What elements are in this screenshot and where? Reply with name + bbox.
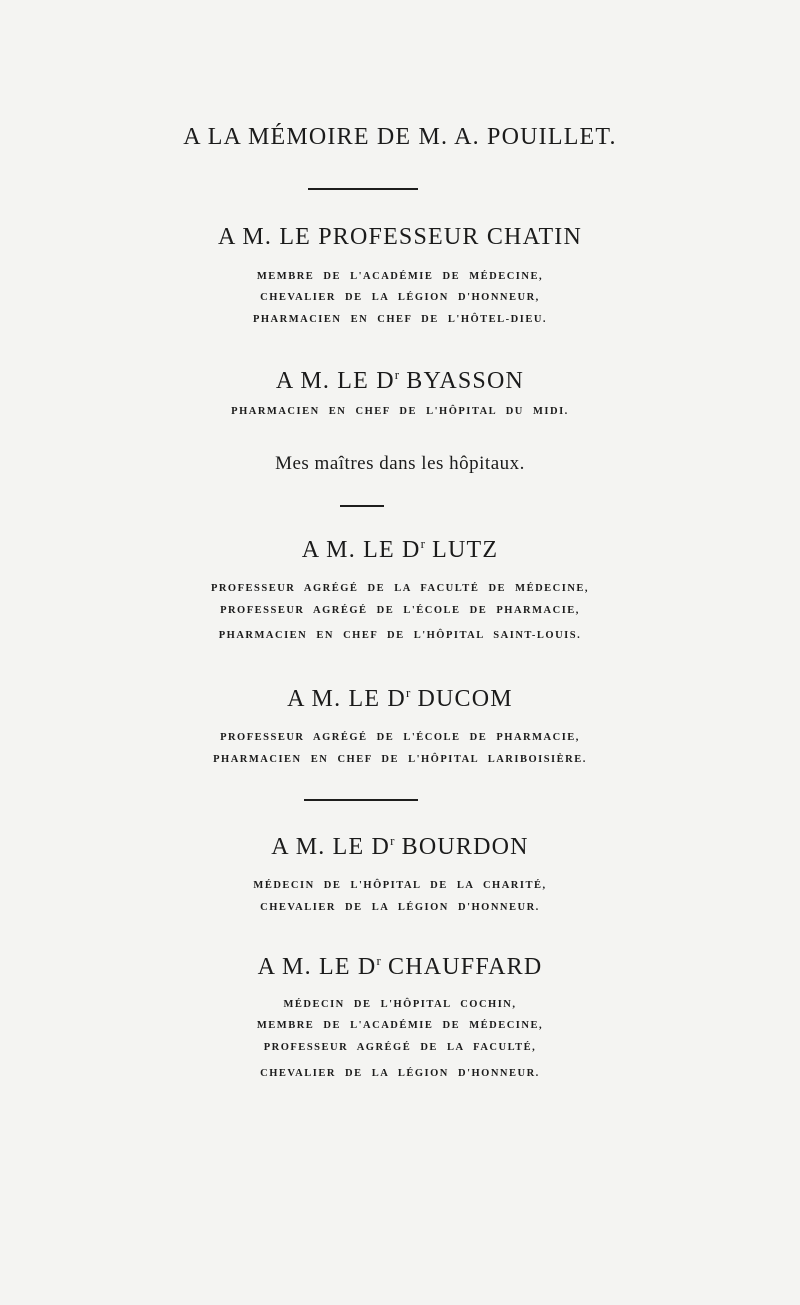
memorial-title: A LA MÉMOIRE DE M. A. POUILLET.	[183, 124, 617, 150]
lutz-line-2: PROFESSEUR AGRÉGÉ DE L'ÉCOLE DE PHARMACIE,	[220, 605, 580, 616]
heading-superscript: r	[376, 953, 381, 968]
heading-superscript: r	[420, 536, 425, 551]
dedication-line: Mes maîtres dans les hôpitaux.	[275, 453, 525, 474]
heading-prefix: A M. LE D	[287, 686, 406, 712]
heading-prefix: A M. LE D	[257, 954, 377, 980]
heading-bourdon	[0, 833, 800, 861]
separator-rule-middle	[304, 799, 418, 801]
chatin-line-2: CHEVALIER DE LA LÉGION D'HONNEUR,	[260, 292, 540, 303]
heading-ducom	[0, 685, 800, 713]
chauffard-line-4: CHEVALIER DE LA LÉGION D'HONNEUR.	[260, 1068, 540, 1079]
heading-superscript: r	[394, 367, 400, 382]
bourdon-line-1: MÉDECIN DE L'HÔPITAL DE LA CHARITÉ,	[253, 880, 547, 891]
lutz-line-1: PROFESSEUR AGRÉGÉ DE LA FACULTÉ DE MÉDECINE,	[210, 583, 590, 594]
separator-rule-short	[340, 505, 384, 507]
byasson-line-1: PHARMACIEN EN CHEF DE L'HÔPITAL DU MIDI.	[231, 406, 569, 417]
heading-chatin: A M. LE PROFESSEUR CHATIN	[217, 224, 583, 250]
chauffard-line-2: MEMBRE DE L'ACADÉMIE DE MÉDECINE,	[256, 1020, 544, 1031]
bourdon-line-2: CHEVALIER DE LA LÉGION D'HONNEUR.	[260, 902, 540, 913]
separator-rule-top	[308, 188, 418, 190]
heading-name: CHAUFFARD	[380, 954, 543, 980]
heading-name: BOURDON	[394, 834, 529, 860]
heading-byasson	[0, 367, 800, 395]
ducom-line-1: PROFESSEUR AGRÉGÉ DE L'ÉCOLE DE PHARMACIE,	[220, 732, 580, 743]
heading-name: BYASSON	[399, 368, 525, 394]
heading-lutz	[0, 536, 800, 564]
heading-prefix: A M. LE D	[275, 368, 395, 394]
chatin-line-1: MEMBRE DE L'ACADÉMIE DE MÉDECINE,	[256, 271, 544, 282]
heading-chauffard	[0, 953, 800, 981]
chatin-line-3: PHARMACIEN EN CHEF DE L'HÔTEL-DIEU.	[252, 314, 548, 325]
chauffard-line-3: PROFESSEUR AGRÉGÉ DE LA FACULTÉ,	[263, 1042, 537, 1053]
chauffard-line-1: MÉDECIN DE L'HÔPITAL COCHIN,	[283, 999, 517, 1010]
ducom-line-2: PHARMACIEN EN CHEF DE L'HÔPITAL LARIBOISIÈRE.	[213, 754, 587, 765]
heading-superscript: r	[405, 685, 411, 700]
heading-prefix: A M. LE D	[301, 537, 421, 563]
heading-name: LUTZ	[424, 537, 499, 563]
heading-name: DUCOM	[410, 686, 513, 712]
heading-prefix: A M. LE D	[271, 834, 391, 860]
heading-superscript: r	[390, 833, 395, 848]
lutz-line-3: PHARMACIEN EN CHEF DE L'HÔPITAL SAINT-LOUIS.	[218, 630, 582, 641]
